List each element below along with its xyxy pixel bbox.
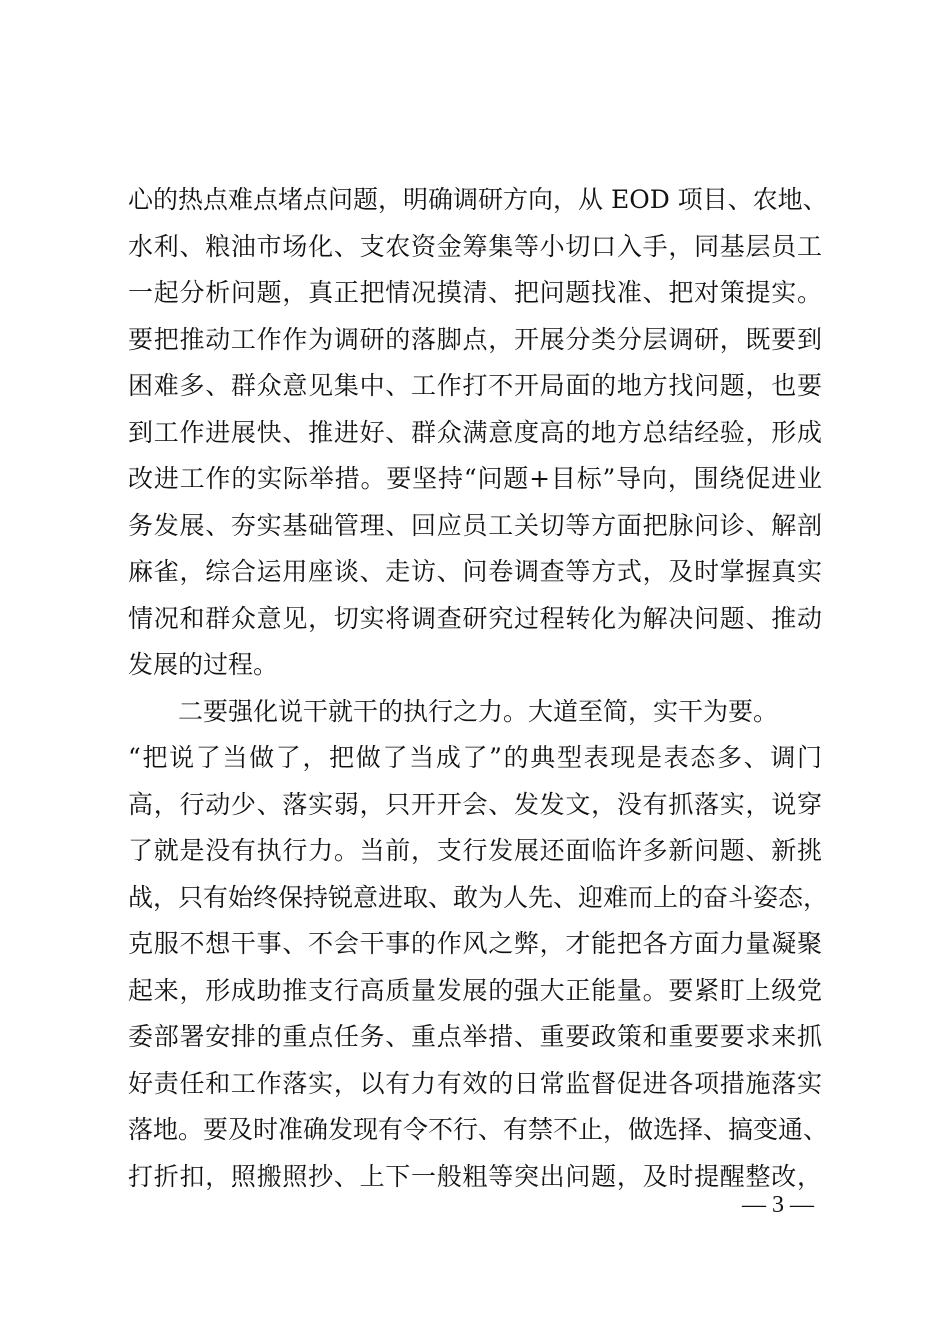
body-text xyxy=(128,177,829,1200)
text-line: 好责任和工作落实，以有力有效的日常监督促进各项措施落实 xyxy=(128,1068,822,1098)
text-line: 起来，形成助推支行高质量发展的强大正能量。要紧盯上级党 xyxy=(128,975,822,1005)
text-line: 克服不想干事、不会干事的作风之弊，才能把各方面力量凝聚 xyxy=(128,929,822,958)
text-line: 改进工作的实际举措。要坚持“问题+目标”导向，围绕促进业 xyxy=(128,464,822,493)
text-line: 落地。要及时准确发现有令不行、有禁不止，做选择、搞变通、 xyxy=(128,1115,829,1144)
text-line: 困难多、群众意见集中、工作打不开局面的地方找问题，也要 xyxy=(128,371,822,400)
text-line: 了就是没有执行力。当前，支行发展还面临许多新问题、新挑 xyxy=(128,836,822,865)
paragraph-heading-line: 二要强化说干就干的执行之力。大道至简，实干为要。 xyxy=(178,696,779,726)
page-number: — 3 — xyxy=(742,1192,814,1218)
text-line: 麻雀，综合运用座谈、走访、问卷调查等方式，及时掌握真实 xyxy=(128,557,822,586)
text-line: 到工作进展快、推进好、群众满意度高的地方总结经验，形成 xyxy=(128,417,822,447)
text-line: 水利、粮油市场化、支农资金筹集等小切口入手，同基层员工 xyxy=(128,231,822,261)
text-line: 情况和群众意见，切实将调查研究过程转化为解决问题、推动 xyxy=(128,603,822,633)
text-line: 高，行动少、落实弱，只开开会、发发文，没有抓落实，说穿 xyxy=(128,789,822,819)
text-line: 打折扣，照搬照抄、上下一般粗等突出问题，及时提醒整改， xyxy=(128,1161,822,1191)
text-line: 务发展、夯实基础管理、回应员工关切等方面把脉问诊、解剖 xyxy=(128,510,822,540)
text-line: 要把推动工作作为调研的落脚点，开展分类分层调研，既要到 xyxy=(128,324,822,354)
text-line: 发展的过程。 xyxy=(128,650,279,679)
text-line: 委部署安排的重点任务、重点举措、重要政策和重要要求来抓 xyxy=(128,1022,822,1051)
text-line: 心的热点难点堵点问题，明确调研方向，从 EOD 项目、农地、 xyxy=(128,185,828,214)
text-line: “把说了当做了，把做了当成了”的典型表现是表态多、调门 xyxy=(128,743,822,772)
text-line: 战，只有始终保持锐意进取、敢为人先、迎难而上的奋斗姿态， xyxy=(128,882,829,912)
text-line: 一起分析问题，真正把情况摸清、把问题找准、把对策提实。 xyxy=(128,278,822,307)
